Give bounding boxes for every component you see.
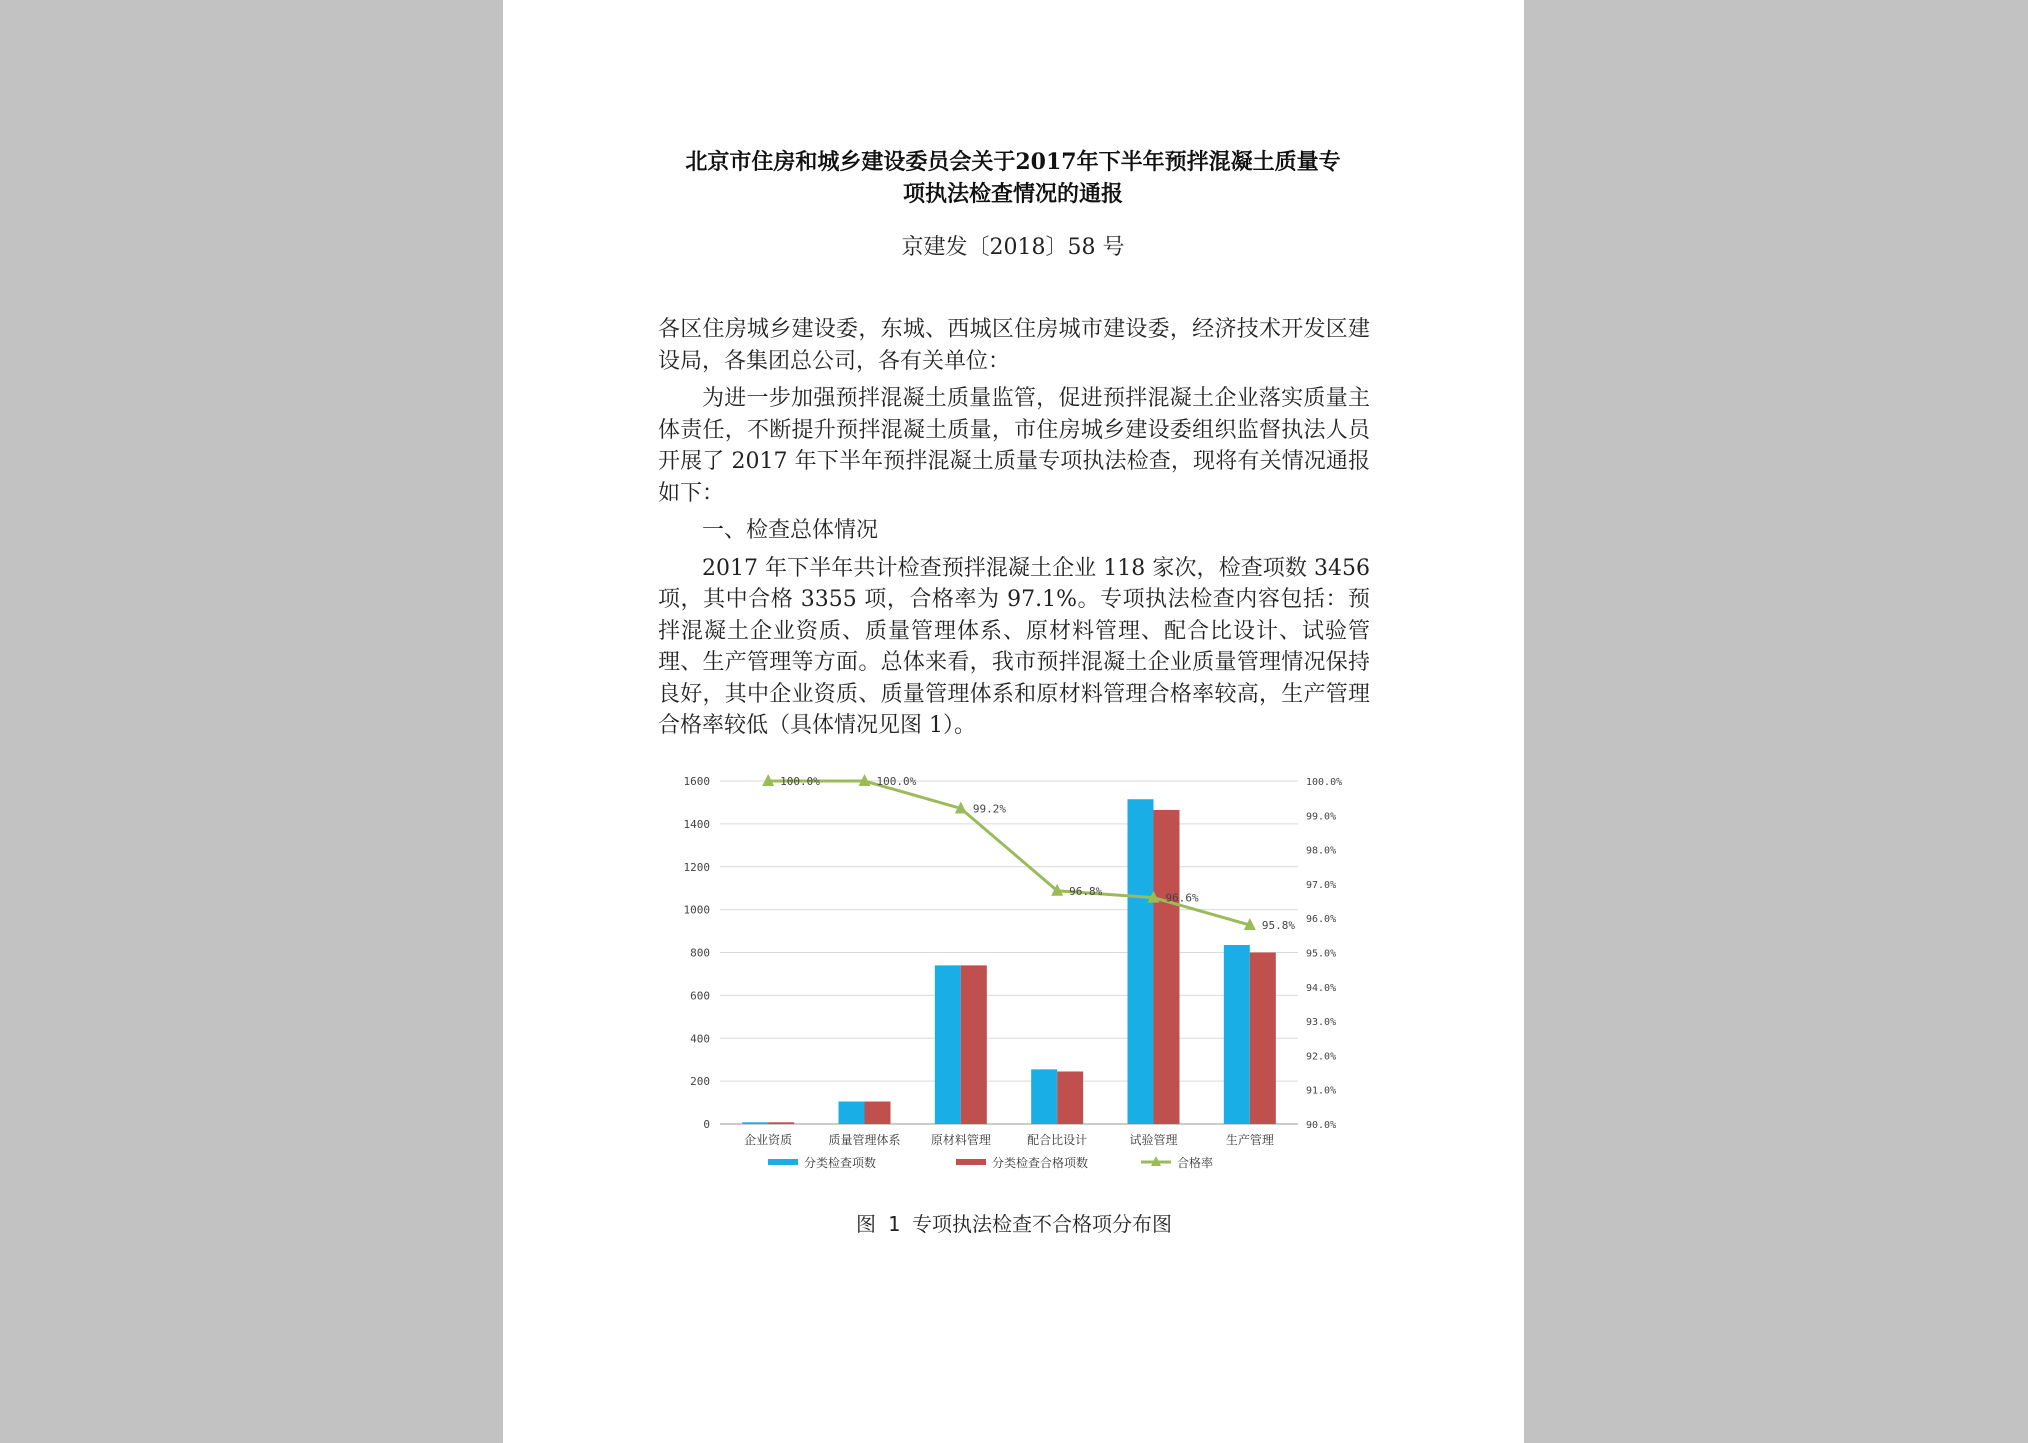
y-right-tick-label: 93.0% — [1306, 1017, 1337, 1029]
y-right-tick-label: 94.0% — [1306, 982, 1337, 994]
y-left-tick-label: 600 — [690, 989, 710, 1003]
bar-checked — [935, 965, 961, 1124]
legend-label: 合格率 — [1177, 1156, 1214, 1170]
pass-rate-data-label: 100.0% — [780, 775, 820, 788]
y-left-tick-label: 1400 — [683, 817, 710, 831]
bar-checked — [1224, 945, 1250, 1124]
y-left-tick-label: 1600 — [683, 775, 710, 788]
bar-checked — [1128, 799, 1154, 1124]
y-right-tick-label: 92.0% — [1306, 1051, 1337, 1063]
y-left-tick-label: 1000 — [683, 903, 710, 917]
document-body — [658, 314, 1370, 748]
section-heading: 一、检查总体情况 — [702, 518, 879, 543]
document-title — [643, 146, 1383, 210]
bar-checked — [839, 1101, 865, 1124]
x-tick-label: 原材料管理 — [930, 1133, 991, 1147]
title-line-2: 项执法检查情况的通报 — [902, 181, 1123, 207]
y-left-tick-label: 400 — [690, 1032, 710, 1046]
bar-checked — [1031, 1069, 1057, 1124]
y-left-tick-label: 200 — [690, 1075, 710, 1089]
legend-label: 分类检查项数 — [804, 1156, 877, 1170]
document-page — [503, 0, 1524, 1443]
y-right-tick-label: 96.0% — [1306, 914, 1337, 926]
x-tick-label: 配合比设计 — [1027, 1133, 1088, 1147]
legend-label: 分类检查合格项数 — [992, 1156, 1089, 1170]
x-tick-label: 试验管理 — [1129, 1133, 1178, 1147]
bar-passed — [1154, 810, 1180, 1124]
document-number: 京建发〔2018〕58 号 — [901, 235, 1125, 260]
x-tick-label: 生产管理 — [1225, 1133, 1274, 1147]
bar-passed — [768, 1122, 794, 1124]
bar-passed — [865, 1101, 891, 1124]
y-left-tick-label: 1200 — [683, 860, 710, 874]
pass-rate-data-label: 100.0% — [876, 775, 917, 788]
y-right-tick-label: 97.0% — [1306, 879, 1337, 891]
paragraph-overview: 2017 年下半年共计检查预拌混凝土企业 118 家次，检查项数 3456 项，其中合格 3355 项，合格率为 97.1%。专项执法检查内容包括：预拌混凝土企业资质、质量管理体系、原材料管理、配合比设计、试验管理、生产管理等方面。总体来看，我市预拌混凝土企业质量管理情况保持良好，其中企业资质、质量管理体系和原材料管理合格率较高，生产管理合格率较低（具体情况见图 1）。 — [658, 555, 1370, 738]
y-right-tick-label: 95.0% — [1306, 948, 1337, 960]
y-right-tick-label: 98.0% — [1306, 845, 1337, 857]
legend-swatch — [768, 1159, 798, 1165]
x-tick-label: 企业资质 — [744, 1133, 793, 1147]
y-right-tick-label: 99.0% — [1306, 811, 1337, 823]
bar-passed — [1057, 1071, 1083, 1124]
title-line-1: 北京市住房和城乡建设委员会关于2017年下半年预拌混凝土质量专 — [685, 149, 1341, 175]
y-left-tick-label: 800 — [690, 946, 710, 960]
inspection-chart — [658, 765, 1370, 1195]
pass-rate-data-label: 99.2% — [972, 802, 1006, 816]
x-tick-label: 质量管理体系 — [828, 1133, 901, 1147]
legend-swatch — [956, 1159, 986, 1165]
figure-caption: 图 1 专项执法检查不合格项分布图 — [855, 1212, 1173, 1236]
bar-checked — [742, 1122, 768, 1124]
y-right-tick-label: 90.0% — [1306, 1120, 1337, 1131]
y-left-tick-label: 0 — [703, 1118, 710, 1131]
y-right-tick-label: 91.0% — [1306, 1085, 1337, 1097]
pass-rate-data-label: 96.6% — [1165, 891, 1199, 905]
pass-rate-data-label: 95.8% — [1261, 919, 1295, 933]
bar-passed — [1250, 953, 1276, 1125]
addressee: 各区住房城乡建设委，东城、西城区住房城市建设委，经济技术开发区建设局，各集团总公司，各有关单位： — [658, 317, 1370, 374]
pass-rate-data-label: 96.8% — [1069, 884, 1103, 898]
y-right-tick-label: 100.0% — [1306, 777, 1343, 788]
bar-passed — [961, 965, 987, 1124]
paragraph-intro: 为进一步加强预拌混凝土质量监管，促进预拌混凝土企业落实质量主体责任，不断提升预拌混凝土质量，市住房城乡建设委组织监督执法人员开展了 2017 年下半年预拌混凝土质量专项执法检查，现将有关情况通报如下： — [658, 386, 1370, 506]
